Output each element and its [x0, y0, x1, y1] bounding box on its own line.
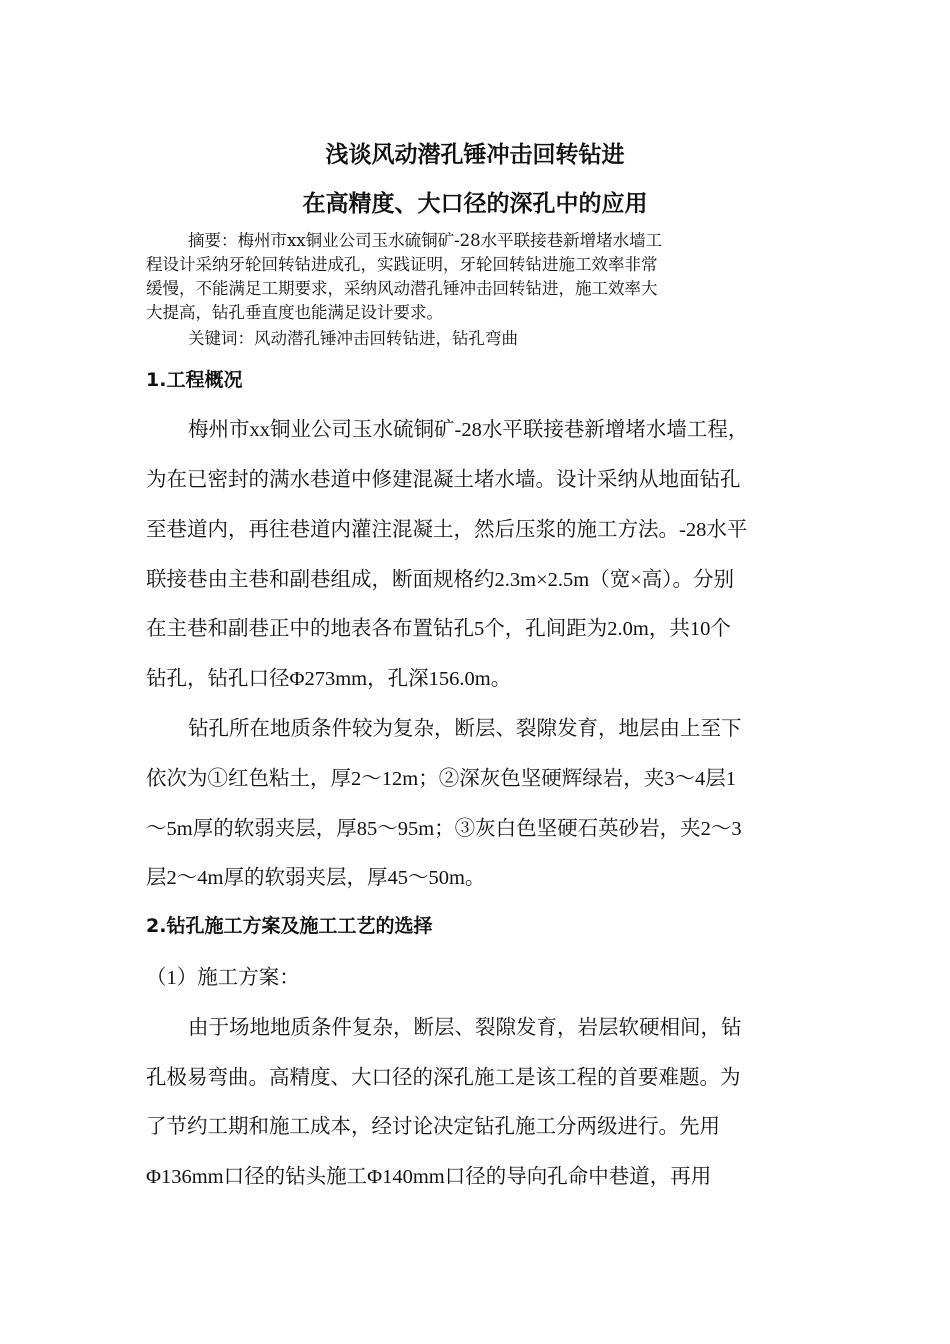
title-line-1: 浅谈风动潜孔锤冲击回转钻进: [325, 142, 625, 168]
body-line: 在主巷和副巷正中的地表各布置钻孔5个，孔间距为2.0m，共10个: [146, 618, 731, 640]
abstract-line: 缓慢，不能满足工期要求，采纳风动潜孔锤冲击回转钻进，施工效率大: [146, 279, 658, 298]
body-line: 钻孔所在地质条件较为复杂，断层、裂隙发育，地层由上至下: [188, 718, 742, 740]
body-line: 由于场地地质条件复杂，断层、裂隙发育，岩层软硬相间，钻: [188, 1017, 742, 1039]
subsection-label: （1）施工方案：: [146, 967, 300, 989]
section-2-heading: 2.钻孔施工方案及施工工艺的选择: [146, 915, 433, 937]
body-line: 了节约工期和施工成本，经讨论决定钻孔施工分两级进行。先用: [146, 1116, 720, 1138]
body-line: 至巷道内，再往巷道内灌注混凝土，然后压浆的施工方法。-28水平: [146, 519, 748, 541]
body-line: 层2～4m厚的软弱夹层，厚45～50m。: [146, 867, 486, 889]
body-line: Φ136mm口径的钻头施工Φ140mm口径的导向孔命中巷道，再用: [146, 1166, 712, 1188]
section-1-heading: 1.工程概况: [146, 369, 243, 391]
body-line: 联接巷由主巷和副巷组成，断面规格约2.3m×2.5m（宽×高）。分别: [146, 569, 735, 591]
body-line: 梅州市xx铜业公司玉水硫铜矿-28水平联接巷新增堵水墙工程，: [188, 419, 749, 441]
body-line: 孔极易弯曲。高精度、大口径的深孔施工是该工程的首要难题。为: [146, 1067, 741, 1089]
abstract-line: 大提高，钻孔垂直度也能满足设计要求。: [146, 303, 443, 322]
body-line: 依次为①红色粘土，厚2～12m；②深灰色坚硬辉绿岩，夹3～4层1: [146, 768, 736, 790]
abstract-line: 摘要：梅州市xx铜业公司玉水硫铜矿-28水平联接巷新增堵水墙工: [188, 231, 663, 250]
body-line: 钻孔，钻孔口径Φ273mm，孔深156.0m。: [146, 668, 512, 690]
abstract-line: 程设计采纳牙轮回转钻进成孔，实践证明，牙轮回转钻进施工效率非常: [146, 255, 658, 274]
body-line: ～5m厚的软弱夹层，厚85～95m；③灰白色坚硬石英砂岩，夹2～3: [146, 818, 742, 840]
title-line-2: 在高精度、大口径的深孔中的应用: [302, 191, 648, 217]
body-line: 为在已密封的满水巷道中修建混凝土堵水墙。设计采纳从地面钻孔: [146, 469, 741, 491]
keywords: 关键词：风动潜孔锤冲击回转钻进，钻孔弯曲: [188, 329, 518, 348]
